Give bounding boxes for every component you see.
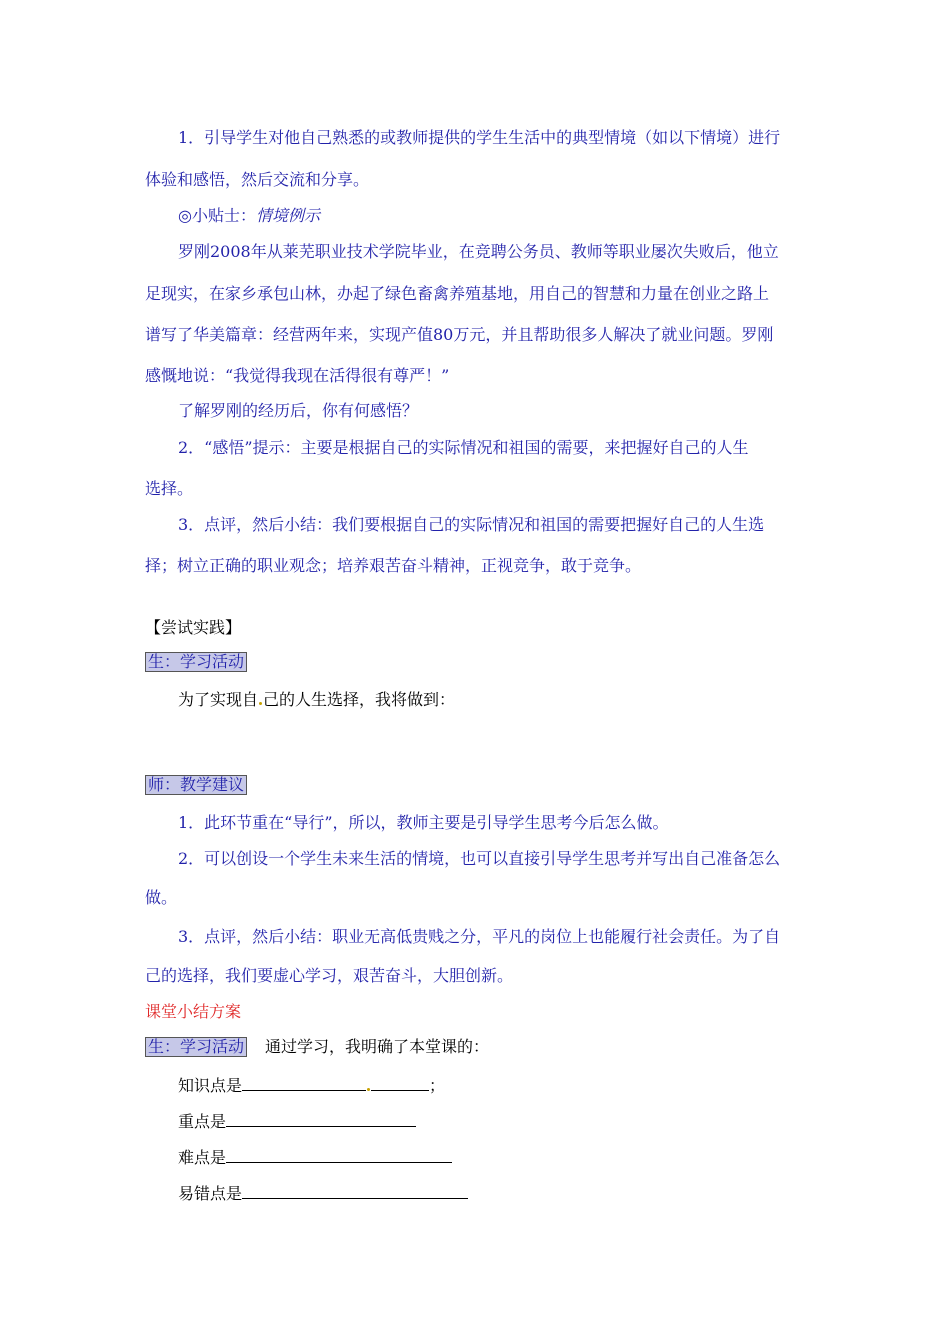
tip-line	[178, 206, 320, 226]
practice-prompt-part-1: 为了实现自	[178, 690, 259, 709]
teaching-point-3-line-2: 己的选择，我们要虚心学习，艰苦奋斗，大胆创新。	[145, 966, 514, 985]
student-activity-row	[145, 652, 247, 672]
fill-knowledge-label: 知识点是	[178, 1076, 243, 1095]
fill-difficult-row	[178, 1146, 452, 1168]
teacher-suggestion-row	[145, 775, 247, 795]
fill-knowledge-blank-b[interactable]	[371, 1074, 429, 1091]
fill-knowledge-row	[178, 1074, 445, 1096]
practice-prompt	[178, 690, 455, 710]
fill-key-label: 重点是	[178, 1112, 227, 1131]
fill-key-row	[178, 1110, 416, 1132]
paragraph-3-line-2: 择；树立正确的职业观念；培养艰苦奋斗精神，正视竞争，敢于竞争。	[145, 556, 642, 575]
fill-error-prone-row	[178, 1182, 468, 1204]
paragraph-2-line-2: 选择。	[145, 479, 194, 498]
fill-key-blank[interactable]	[226, 1110, 416, 1127]
summary-heading: 课堂小结方案	[145, 1002, 242, 1021]
paragraph-1-line-2: 体验和感悟，然后交流和分享。	[145, 170, 370, 189]
paragraph-1-line-1: 1．引导学生对他自己熟悉的或教师提供的学生生活中的典型情境（如以下情境）进行	[178, 128, 781, 147]
student-activity-tag: 生：学习活动	[145, 652, 247, 672]
teaching-point-2-line-1: 2．可以创设一个学生未来生活的情境，也可以直接引导学生思考并写出自己准备怎么	[178, 849, 781, 868]
summary-activity-tag: 生：学习活动	[145, 1037, 247, 1057]
story-line-1: 罗刚2008年从莱芜职业技术学院毕业，在竞聘公务员、教师等职业屡次失败后，他立	[178, 242, 779, 261]
story-line-2: 足现实，在家乡承包山林，办起了绿色畜禽养殖基地，用自己的智慧和力量在创业之路上	[145, 284, 770, 303]
paragraph-3-line-1: 3．点评，然后小结：我们要根据自己的实际情况和祖国的需要把握好自己的人生选	[178, 515, 765, 534]
fill-difficult-label: 难点是	[178, 1148, 227, 1167]
stray-mark-icon	[367, 1088, 370, 1091]
fill-error-prone-blank[interactable]	[242, 1182, 468, 1199]
summary-intro: 通过学习，我明确了本堂课的：	[265, 1037, 490, 1056]
stray-mark-icon	[259, 702, 262, 705]
fill-knowledge-end: ；	[429, 1076, 446, 1095]
fill-knowledge-blank-a[interactable]	[242, 1074, 366, 1091]
summary-row	[145, 1037, 489, 1057]
teaching-point-3-line-1: 3．点评，然后小结：职业无高低贵贱之分，平凡的岗位上也能履行社会责任。为了自	[178, 927, 781, 946]
tip-label: ◎小贴士：	[178, 206, 256, 225]
teaching-point-1: 1．此环节重在“导行”，所以，教师主要是引导学生思考今后怎么做。	[178, 813, 669, 832]
teacher-suggestion-tag: 师：教学建议	[145, 775, 247, 795]
fill-difficult-blank[interactable]	[226, 1146, 452, 1163]
fill-error-prone-label: 易错点是	[178, 1184, 243, 1203]
practice-prompt-part-2: 己的人生选择，我将做到：	[263, 690, 456, 709]
teaching-point-2-line-2: 做。	[145, 888, 178, 907]
story-line-3: 谱写了华美篇章：经营两年来，实现产值80万元，并且帮助很多人解决了就业问题。罗刚	[145, 325, 774, 344]
paragraph-2-line-1: 2．“感悟”提示：主要是根据自己的实际情况和祖国的需要，来把握好自己的人生	[178, 438, 749, 457]
practice-heading: 【尝试实践】	[145, 618, 242, 637]
tip-title: 情境例示	[255, 206, 320, 225]
story-line-4: 感慨地说：“我觉得我现在活得很有尊严！”	[145, 366, 450, 385]
question-line: 了解罗刚的经历后，你有何感悟？	[178, 401, 419, 420]
